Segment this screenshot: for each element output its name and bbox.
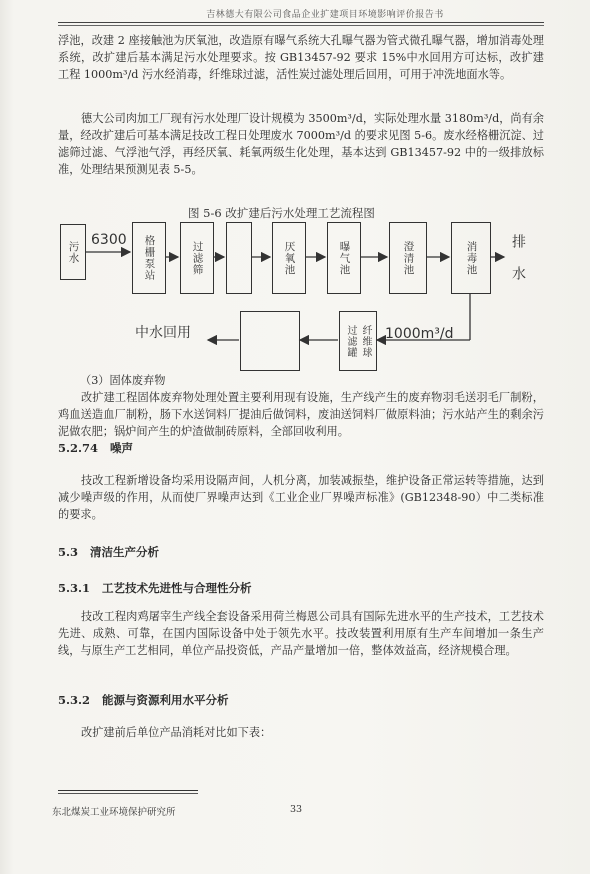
paragraph-wastewater-capacity: 德大公司肉加工厂现有污水处理厂设计规模为 3500m³/d，实际处理水量 3180m³/d，尚有余量，经改扩建后可基本满足技改工程日处理废水 7000m³/d 的要求见图 5-6。废水经格栅沉淀、过滤筛过滤、气浮池气浮，再经厌氧、耗氧两级生化处理，基本达到 GB13457-92 中的一级排放标准，处理结果预测见表 5-5。 bbox=[58, 112, 544, 176]
paragraph-noise: 技改工程新增设备均采用设隔声间，人机分离，加装减振垫，维护设备正常运转等措施，达到减少噪声级的作用，从而使厂界噪声达到《工业企业厂界噪声标准》(GB12348-90）中二类标准的要求。 bbox=[58, 474, 544, 521]
paragraph-energy-intro: 改扩建前后单位产品消耗对比如下表： bbox=[81, 726, 272, 739]
box-label: 曝气池 bbox=[338, 240, 351, 276]
section-number: 5.3.1 bbox=[58, 581, 91, 595]
box-label: 过滤罐 bbox=[345, 324, 356, 358]
page-header: 吉林德大有限公司食品企业扩建项目环境影响评价报告书 bbox=[206, 10, 444, 20]
paragraph-wastewater-upgrade: 浮池，改建 2 座接触池为厌氧池，改造原有曝气系统大孔曝气器为管式微孔曝气器，增加消毒处理系统，改扩建后基本满足污水处理要求。按 GB13457-92 要求 15%中水回用方可达标，改扩建工程 1000m³/d 污水经消毒，纤维球过滤，活性炭过滤处理后回用，可用于冲洗地面水等。 bbox=[58, 34, 544, 81]
figure-title: 图 5-6 改扩建后污水处理工艺流程图 bbox=[188, 206, 375, 220]
reuse-label: 中水回用 bbox=[135, 325, 191, 341]
box-label: 纤维球 bbox=[360, 324, 371, 358]
flow-in-label: 6300 bbox=[91, 232, 127, 248]
section-title: 清洁生产分析 bbox=[90, 545, 160, 559]
footer-rule-thin bbox=[58, 793, 198, 794]
section-energy bbox=[58, 692, 229, 708]
box-label: 澄清池 bbox=[402, 240, 415, 276]
section-clean-production bbox=[58, 544, 159, 560]
footer-organization: 东北煤炭工业环境保护研究所 bbox=[52, 807, 176, 818]
section-title: 能源与资源利用水平分析 bbox=[102, 693, 229, 707]
box-label: 过滤筛 bbox=[191, 240, 204, 276]
section-noise bbox=[58, 440, 133, 456]
box-label: 污水 bbox=[67, 240, 80, 264]
subheading-solid-waste: （3）固体废弃物 bbox=[80, 374, 166, 387]
section-number: 5.3 bbox=[58, 545, 79, 559]
section-title: 噪声 bbox=[110, 441, 134, 455]
box-label: 厌氧池 bbox=[283, 240, 296, 276]
page-number: 33 bbox=[290, 804, 303, 815]
section-number: 5.2.74 bbox=[58, 441, 99, 455]
section-number: 5.3.2 bbox=[58, 693, 91, 707]
section-title: 工艺技术先进性与合理性分析 bbox=[102, 581, 252, 595]
reuse-flow-label: 1000m³/d bbox=[385, 326, 454, 342]
footer-rule bbox=[58, 790, 198, 791]
box-label: 格栅泵站 bbox=[143, 235, 156, 281]
paragraph-solid-waste: 改扩建工程固体废弃物处理处置主要利用现有设施，生产线产生的废弃物羽毛送羽毛厂制粉，鸡血送造血厂制粉，肠下水送饲料厂提油后做饲料，废油送饲料厂做原料油；污水站产生的剩余污泥做农肥；锅炉间产生的炉渣做制砖原料，全部回收利用。 bbox=[58, 391, 544, 438]
discharge-label: 排水 bbox=[510, 234, 526, 298]
paragraph-technology: 技改工程肉鸡屠宰生产线全套设备采用荷兰梅恩公司具有国际先进水平的生产技术，工艺技术先进、成熟、可靠，在国内国际设备中处于领先水平。技改装置利用原有生产车间增加一条生产线，与原生产工艺相同，单位产品投资低，产品产量增加一倍，整体效益高，经济规模合理。 bbox=[58, 610, 544, 657]
box-label: 消毒池 bbox=[465, 240, 478, 276]
section-technology bbox=[58, 580, 252, 596]
